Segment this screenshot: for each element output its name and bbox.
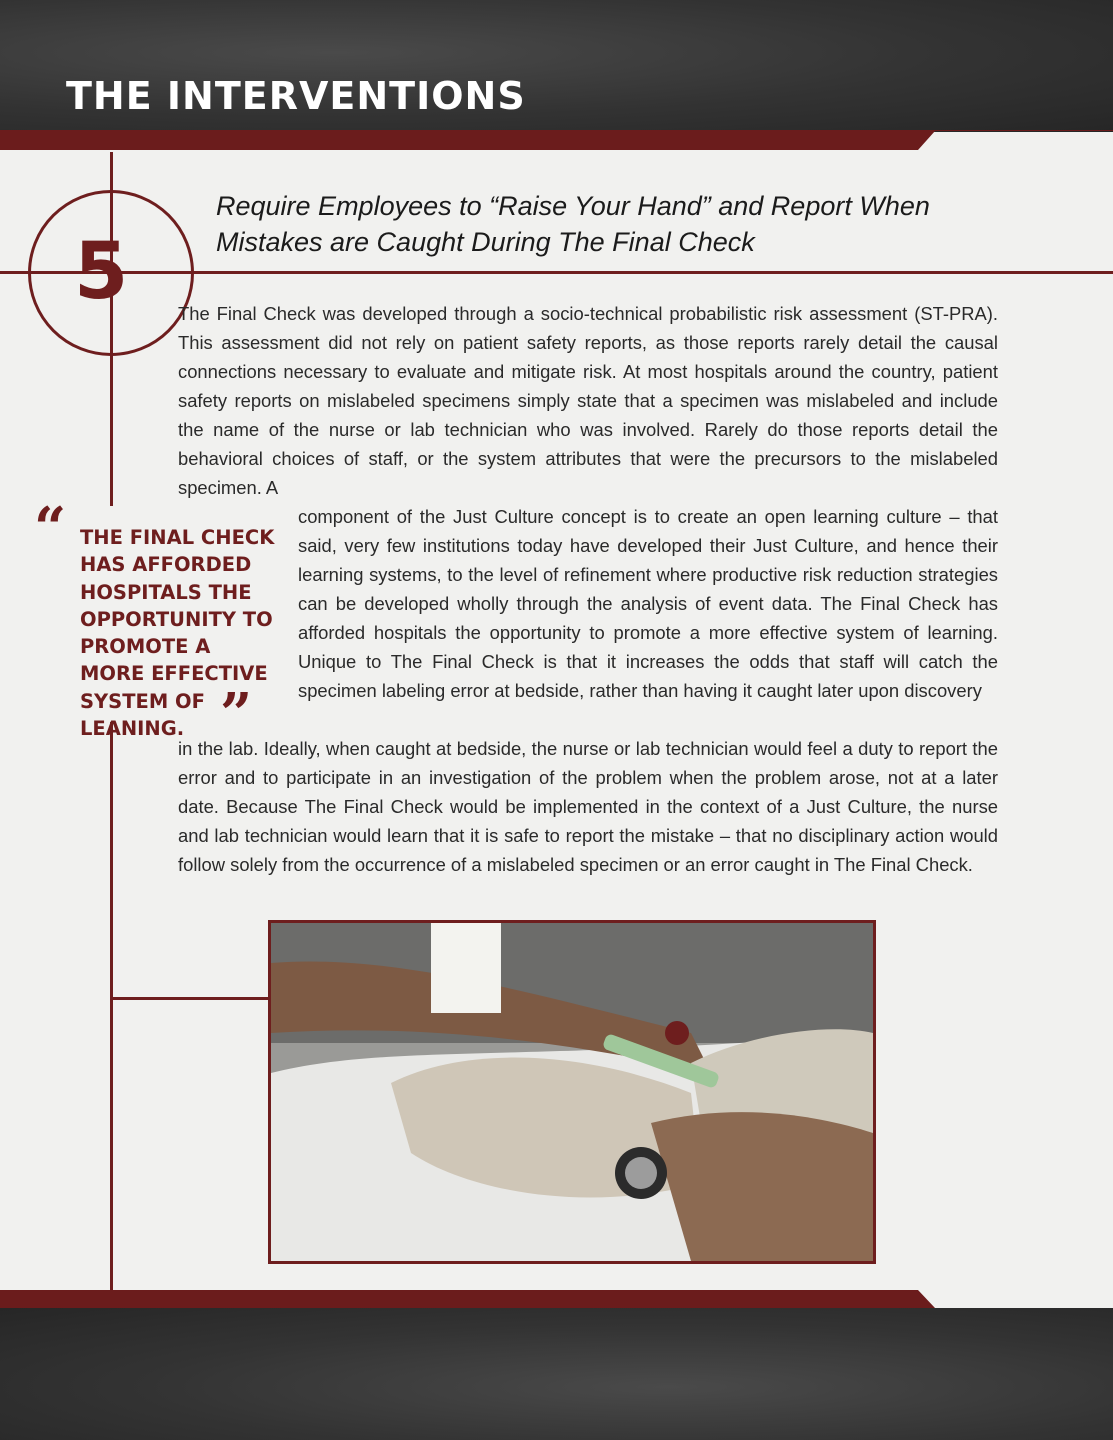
header-accent-stripe bbox=[0, 130, 1113, 154]
specimen-labeling-photo bbox=[268, 920, 876, 1264]
body-paragraph-2: component of the Just Culture concept is to create an open learning culture – that said, very few institutions today have developed their Just Culture, and hence their learning systems, to the level of refinement where productive risk reduction strategies can be developed wholly through the analysis of event data. The Final Check has afforded hospitals the opportunity to promote a more effective system of learning. Unique to The Final Check is that it increases the odds that staff will catch the specimen labeling error at bedside, rather than having it caught later upon discovery bbox=[298, 506, 998, 701]
section-number: 5 bbox=[74, 227, 129, 317]
footer-accent-stripe bbox=[0, 1288, 1113, 1310]
page-title: THE INTERVENTIONS bbox=[66, 74, 526, 118]
photo-illustration bbox=[271, 923, 873, 1261]
body-paragraph-3: in the lab. Ideally, when caught at bedside, the nurse or lab technician would feel a duty to report the error and to participate in an investigation of the problem when the problem arose, not at a later date. Because The Final Check would be implemented in the context of a Just Culture, the nurse and lab technician would learn that it is safe to report the mistake – that no disciplinary action would follow solely from the occurrence of a mislabeled specimen or an error caught in The Final Check. bbox=[178, 738, 998, 875]
quote-close-mark: ” bbox=[220, 681, 253, 747]
frame-vertical-line-bottom bbox=[110, 722, 113, 1308]
section-title: Require Employees to “Raise Your Hand” and Report When Mistakes are Caught During The Final Check bbox=[216, 191, 930, 257]
footer-band bbox=[0, 1308, 1113, 1440]
pull-quote: THE FINAL CHECK HAS AFFORDED HOSPITALS THE OPPORTUNITY TO PROMOTE A MORE EFFECTIVE SYSTEM OF LEANING. bbox=[80, 526, 275, 741]
body-paragraph-1: The Final Check was developed through a socio-technical probabilistic risk assessment (ST-PRA). This assessment did not rely on patient safety reports, as those reports rarely detail the causal connections necessary to evaluate and mitigate risk. At most hospitals around the country, patient safety reports on mislabeled specimens simply state that a specimen was mislabeled and include the name of the nurse or lab technician who was involved. Rarely do those reports detail the behavioral choices of staff, or the system attributes that were the precursors to the mislabeled specimen. A bbox=[178, 303, 998, 498]
quote-open-mark: “ bbox=[34, 495, 67, 561]
photo-callout-dot bbox=[665, 1021, 689, 1045]
